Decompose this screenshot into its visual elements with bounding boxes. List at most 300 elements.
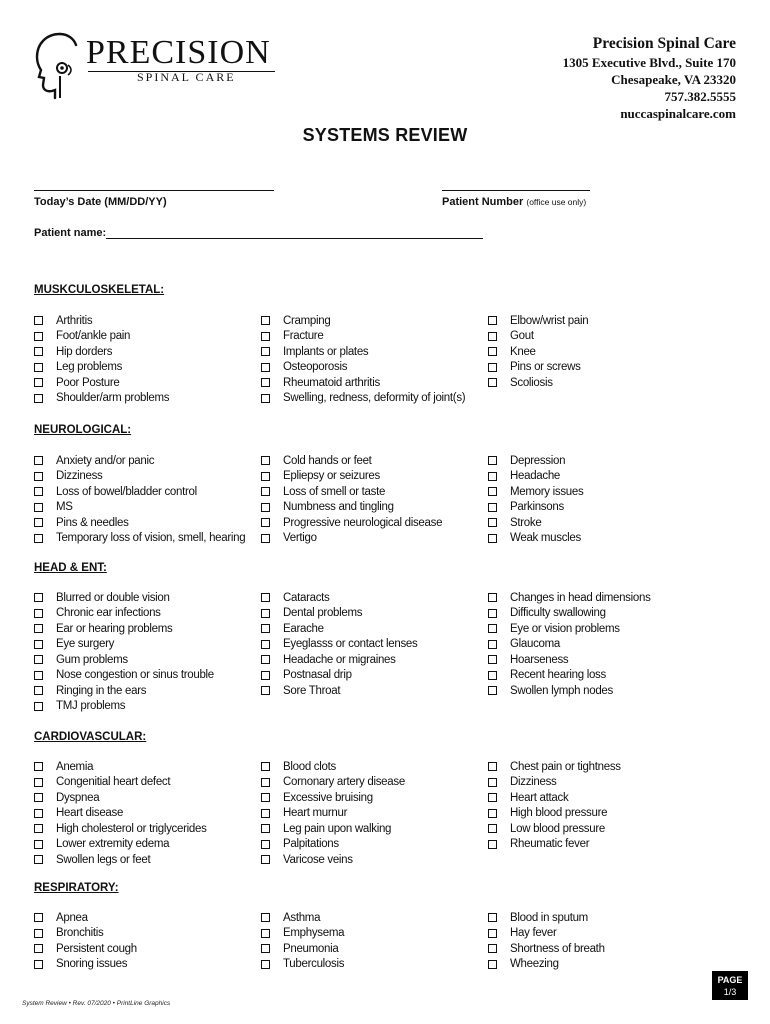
checklist-item-label: Postnasal drip xyxy=(283,669,352,682)
checkbox[interactable] xyxy=(488,503,497,512)
checklist-item[interactable] xyxy=(261,852,405,868)
checklist-item[interactable] xyxy=(261,957,344,973)
checkbox[interactable] xyxy=(34,332,43,341)
checklist-item[interactable] xyxy=(488,806,621,822)
checklist-column xyxy=(261,313,465,406)
checklist-item-label: Snoring issues xyxy=(56,958,128,971)
checklist-item-label: Knee xyxy=(510,345,536,358)
checkbox[interactable] xyxy=(488,671,497,680)
checklist-item[interactable] xyxy=(34,837,207,853)
checklist-item-label: Wheezing xyxy=(510,958,559,971)
checkbox[interactable] xyxy=(34,456,43,465)
logo-subtitle: SPINAL CARE xyxy=(137,70,236,84)
checkbox[interactable] xyxy=(34,472,43,481)
footer-note: System Review • Rev. 07/2020 • PrintLine Graphics xyxy=(22,1000,171,1007)
checklist-item-label: Depression xyxy=(510,454,566,467)
checklist-item-label: Loss of smell or taste xyxy=(283,485,386,498)
checklist-item-label: Gum problems xyxy=(56,653,128,666)
checkbox[interactable] xyxy=(261,518,270,527)
checkbox[interactable] xyxy=(488,347,497,356)
checklist-item[interactable] xyxy=(488,329,588,345)
checkbox[interactable] xyxy=(34,809,43,818)
checklist-item-label: Temporary loss of vision, smell, hearing xyxy=(56,532,246,545)
checklist-item-label: Lower extremity edema xyxy=(56,838,170,851)
checkbox[interactable] xyxy=(34,840,43,849)
checkbox[interactable] xyxy=(261,593,270,602)
checklist-item[interactable] xyxy=(261,806,405,822)
checklist-item[interactable] xyxy=(34,852,207,868)
checklist-item[interactable] xyxy=(34,344,169,360)
checklist-item-label: Emphysema xyxy=(283,927,345,940)
checklist-item[interactable] xyxy=(261,484,442,500)
checklist-item[interactable] xyxy=(261,375,465,391)
checklist-item[interactable] xyxy=(261,683,417,699)
checklist-item-label: Low blood pressure xyxy=(510,822,605,835)
checklist-item[interactable] xyxy=(34,606,214,622)
checklist-item-label: Pins or screws xyxy=(510,361,581,374)
checklist-item-label: Tuberculosis xyxy=(283,958,345,971)
checklist-item[interactable] xyxy=(488,837,621,853)
checklist-item[interactable] xyxy=(34,637,214,653)
checklist-item-label: Heart disease xyxy=(56,807,124,820)
checklist-item[interactable] xyxy=(34,790,207,806)
date-field[interactable] xyxy=(34,190,274,191)
checkbox[interactable] xyxy=(261,534,270,543)
checklist-item[interactable] xyxy=(488,957,605,973)
head-profile-icon xyxy=(30,30,90,102)
checkbox[interactable] xyxy=(34,762,43,771)
page-indicator xyxy=(712,971,748,1000)
checklist-column xyxy=(261,759,405,868)
checklist-item-label: Congenitial heart defect xyxy=(56,776,171,789)
checklist-item[interactable] xyxy=(34,652,214,668)
checklist-item-label: Dental problems xyxy=(283,607,363,620)
checkbox[interactable] xyxy=(488,640,497,649)
checkbox[interactable] xyxy=(488,332,497,341)
checkbox[interactable] xyxy=(261,378,270,387)
checklist-item[interactable] xyxy=(261,621,417,637)
checklist-item-label: Cold hands or feet xyxy=(283,454,372,467)
checkbox[interactable] xyxy=(488,534,497,543)
practice-logo xyxy=(30,30,290,102)
checklist-item-label: Hay fever xyxy=(510,927,557,940)
checkbox[interactable] xyxy=(261,793,270,802)
checklist-item-label: Fracture xyxy=(283,330,324,343)
checklist-item[interactable] xyxy=(261,344,465,360)
checklist-column xyxy=(261,453,442,546)
checklist-item-label: MS xyxy=(56,501,73,514)
checklist-item[interactable] xyxy=(34,375,169,391)
checkbox[interactable] xyxy=(261,824,270,833)
checkbox[interactable] xyxy=(261,655,270,664)
checklist-item-label: Heart attack xyxy=(510,791,569,804)
section-heading-head-ent: HEAD & ENT: xyxy=(34,562,107,574)
patient-number-label: Patient Number (office use only) xyxy=(442,196,587,208)
checkbox[interactable] xyxy=(261,840,270,849)
contact-block xyxy=(563,34,736,122)
checkbox[interactable] xyxy=(34,929,43,938)
checkbox[interactable] xyxy=(34,944,43,953)
checklist-item-label: Loss of bowel/bladder control xyxy=(56,485,197,498)
checklist-item-label: Dizziness xyxy=(56,470,103,483)
checkbox[interactable] xyxy=(488,593,497,602)
patient-name-field[interactable] xyxy=(106,238,483,239)
checklist-item[interactable] xyxy=(261,453,442,469)
checklist-column xyxy=(261,590,417,699)
page-title: SYSTEMS REVIEW xyxy=(302,125,468,145)
checklist-item[interactable] xyxy=(34,329,169,345)
checklist-item[interactable] xyxy=(488,606,651,622)
checkbox[interactable] xyxy=(261,487,270,496)
checklist-item[interactable] xyxy=(261,775,405,791)
checkbox[interactable] xyxy=(488,487,497,496)
checklist-item-label: Anemia xyxy=(56,760,94,773)
checklist-item-label: Persistent cough xyxy=(56,942,137,955)
checkbox[interactable] xyxy=(261,503,270,512)
checkbox[interactable] xyxy=(488,316,497,325)
phone-number: 757.382.5555 xyxy=(664,89,736,104)
checkbox[interactable] xyxy=(34,609,43,618)
checklist-item[interactable] xyxy=(488,453,583,469)
checklist-item[interactable] xyxy=(488,910,605,926)
checklist-item[interactable] xyxy=(488,668,651,684)
checklist-item-label: Rheumatic fever xyxy=(510,838,590,851)
checklist-item-label: Eye surgery xyxy=(56,638,115,651)
checkbox[interactable] xyxy=(488,913,497,922)
checklist-item[interactable] xyxy=(261,668,417,684)
checklist-item-label: Shortness of breath xyxy=(510,942,605,955)
checklist-item-label: Elbow/wrist pain xyxy=(510,314,589,327)
checklist-item[interactable] xyxy=(34,453,245,469)
checkbox[interactable] xyxy=(488,778,497,787)
checklist-item-label: Epliepsy or seizures xyxy=(283,470,380,483)
checklist-item[interactable] xyxy=(261,790,405,806)
checklist-item-label: Eye or vision problems xyxy=(510,622,620,635)
checklist-item[interactable] xyxy=(261,941,344,957)
checklist-item[interactable] xyxy=(261,652,417,668)
checklist-item-label: Asthma xyxy=(283,911,321,924)
checklist-column xyxy=(488,590,651,699)
section-heading-cardiovascular: CARDIOVASCULAR: xyxy=(34,731,147,743)
checkbox[interactable] xyxy=(261,944,270,953)
checkbox[interactable] xyxy=(488,609,497,618)
checkbox[interactable] xyxy=(34,518,43,527)
checklist-item-label: Numbness and tingling xyxy=(283,501,394,514)
checklist-item-label: Pins & needles xyxy=(56,516,129,529)
checkbox[interactable] xyxy=(34,778,43,787)
checklist-item-label: Shoulder/arm problems xyxy=(56,392,170,405)
checklist-item-label: Cornonary artery disease xyxy=(283,776,405,789)
checklist-item[interactable] xyxy=(261,391,465,407)
checkbox[interactable] xyxy=(34,534,43,543)
checklist-item-label: Dyspnea xyxy=(56,791,100,804)
checkbox[interactable] xyxy=(34,363,43,372)
checklist-item[interactable] xyxy=(488,637,651,653)
patient-name-label: Patient name: xyxy=(34,227,107,239)
checklist-item[interactable] xyxy=(34,590,214,606)
checkbox[interactable] xyxy=(34,655,43,664)
checklist-item[interactable] xyxy=(488,344,588,360)
checklist-item[interactable] xyxy=(261,910,344,926)
checklist-item-label: Anxiety and/or panic xyxy=(56,454,155,467)
checklist-item-label: Swelling, redness, deformity of joint(s) xyxy=(283,392,466,405)
checklist-item[interactable] xyxy=(488,531,583,547)
checklist-item[interactable] xyxy=(488,500,583,516)
checklist-item-label: Changes in head dimensions xyxy=(510,591,651,604)
checkbox[interactable] xyxy=(261,332,270,341)
checkbox[interactable] xyxy=(34,824,43,833)
checkbox[interactable] xyxy=(261,929,270,938)
checklist-item-label: Ear or hearing problems xyxy=(56,622,173,635)
checklist-item-label: Eyeglasss or contact lenses xyxy=(283,638,418,651)
checklist-item-label: Sore Throat xyxy=(283,684,341,697)
checklist-item[interactable] xyxy=(261,531,442,547)
checklist-item[interactable] xyxy=(34,775,207,791)
checkbox[interactable] xyxy=(488,655,497,664)
checklist-item[interactable] xyxy=(34,668,214,684)
checklist-item-label: Cramping xyxy=(283,314,331,327)
checkbox[interactable] xyxy=(34,960,43,969)
checklist-column xyxy=(261,910,344,972)
checklist-item-label: Osteoporosis xyxy=(283,361,348,374)
logo-wordmark: PRECISION xyxy=(86,34,271,71)
checklist-item[interactable] xyxy=(261,837,405,853)
checkbox[interactable] xyxy=(488,840,497,849)
checklist-item[interactable] xyxy=(261,500,442,516)
checklist-item-label: Swollen lymph nodes xyxy=(510,684,613,697)
checkbox[interactable] xyxy=(261,960,270,969)
patient-number-field[interactable] xyxy=(442,190,590,191)
checklist-column xyxy=(488,759,621,852)
checklist-item[interactable] xyxy=(34,360,169,376)
checkbox[interactable] xyxy=(488,472,497,481)
checklist-item-label: High cholesterol or triglycerides xyxy=(56,822,207,835)
checklist-item[interactable] xyxy=(488,590,651,606)
checkbox[interactable] xyxy=(261,640,270,649)
checkbox[interactable] xyxy=(488,793,497,802)
checklist-item[interactable] xyxy=(261,313,465,329)
checkbox[interactable] xyxy=(488,960,497,969)
checklist-item[interactable] xyxy=(488,313,588,329)
checklist-item-label: Leg problems xyxy=(56,361,123,374)
checklist-item-label: Recent hearing loss xyxy=(510,669,606,682)
checklist-item[interactable] xyxy=(34,484,245,500)
checklist-item[interactable] xyxy=(34,500,245,516)
checklist-item[interactable] xyxy=(261,926,344,942)
checklist-item-label: Scoliosis xyxy=(510,376,553,389)
checklist-item[interactable] xyxy=(34,515,245,531)
checkbox[interactable] xyxy=(34,855,43,864)
checkbox[interactable] xyxy=(488,762,497,771)
checklist-column xyxy=(488,453,583,546)
checkbox[interactable] xyxy=(261,394,270,403)
checklist-item[interactable] xyxy=(261,469,442,485)
checklist-item[interactable] xyxy=(261,606,417,622)
checklist-item-label: Difficulty swallowing xyxy=(510,607,606,620)
checklist-item-label: Heart murnur xyxy=(283,807,348,820)
checklist-item-label: High blood pressure xyxy=(510,807,608,820)
checkbox[interactable] xyxy=(488,929,497,938)
checklist-item-label: TMJ problems xyxy=(56,700,126,713)
checklist-item[interactable] xyxy=(488,926,605,942)
checkbox[interactable] xyxy=(34,671,43,680)
checkbox[interactable] xyxy=(488,686,497,695)
checklist-column xyxy=(488,910,605,972)
checklist-item[interactable] xyxy=(34,957,137,973)
patient-number-note: (office use only) xyxy=(526,197,587,207)
checklist-column xyxy=(488,313,588,391)
checkbox[interactable] xyxy=(261,363,270,372)
checkbox[interactable] xyxy=(488,456,497,465)
checklist-item[interactable] xyxy=(488,484,583,500)
checklist-item[interactable] xyxy=(34,391,169,407)
checklist-item[interactable] xyxy=(34,469,245,485)
checkbox[interactable] xyxy=(261,686,270,695)
checkbox[interactable] xyxy=(488,824,497,833)
section-heading-muskculoskeletal: MUSKCULOSKELETAL: xyxy=(34,284,165,296)
checklist-item[interactable] xyxy=(488,515,583,531)
checkbox[interactable] xyxy=(261,316,270,325)
checklist-item[interactable] xyxy=(488,790,621,806)
checklist-item[interactable] xyxy=(488,941,605,957)
checkbox[interactable] xyxy=(488,378,497,387)
checklist-item[interactable] xyxy=(488,652,651,668)
checklist-item[interactable] xyxy=(488,759,621,775)
website: nuccaspinalcare.com xyxy=(620,106,736,121)
checklist-item-label: Cataracts xyxy=(283,591,330,604)
checkbox[interactable] xyxy=(488,624,497,633)
checklist-item-label: Pneumonia xyxy=(283,942,339,955)
checkbox[interactable] xyxy=(34,702,43,711)
checklist-item-label: Apnea xyxy=(56,911,88,924)
checklist-item-label: Vertigo xyxy=(283,532,317,545)
checkbox[interactable] xyxy=(34,503,43,512)
address-line-2: Chesapeake, VA 23320 xyxy=(611,72,736,87)
checkbox[interactable] xyxy=(261,624,270,633)
page-number: 1/3 xyxy=(723,987,737,997)
checklist-item-label: Stroke xyxy=(510,516,542,529)
checkbox[interactable] xyxy=(34,378,43,387)
checklist-item-label: Hip dorders xyxy=(56,345,113,358)
checklist-item[interactable] xyxy=(488,821,621,837)
checklist-item[interactable] xyxy=(34,910,137,926)
checklist-item[interactable] xyxy=(488,360,588,376)
checklist-item[interactable] xyxy=(488,775,621,791)
checklist-item[interactable] xyxy=(34,806,207,822)
checklist-item-label: Headache or migraines xyxy=(283,653,396,666)
checklist-item[interactable] xyxy=(34,531,245,547)
checkbox[interactable] xyxy=(261,913,270,922)
checkbox[interactable] xyxy=(34,913,43,922)
checkbox[interactable] xyxy=(261,347,270,356)
checklist-item-label: Varicose veins xyxy=(283,853,353,866)
section-heading-respiratory: RESPIRATORY: xyxy=(34,882,119,894)
checklist-item[interactable] xyxy=(261,637,417,653)
checklist-item-label: Parkinsons xyxy=(510,501,564,514)
checkbox[interactable] xyxy=(261,609,270,618)
checklist-item[interactable] xyxy=(34,621,214,637)
checkbox[interactable] xyxy=(34,316,43,325)
checklist-item-label: Progressive neurological disease xyxy=(283,516,443,529)
checklist-item-label: Blood in sputum xyxy=(510,911,588,924)
checklist-column xyxy=(34,313,169,406)
checklist-item[interactable] xyxy=(261,515,442,531)
checklist-item[interactable] xyxy=(261,759,405,775)
checklist-item-label: Rheumatoid arthritis xyxy=(283,376,380,389)
checklist-item-label: Headache xyxy=(510,470,561,483)
checkbox[interactable] xyxy=(261,456,270,465)
checklist-item[interactable] xyxy=(34,683,214,699)
checklist-item-label: Palpitations xyxy=(283,838,339,851)
checkbox[interactable] xyxy=(488,518,497,527)
checklist-item[interactable] xyxy=(488,375,588,391)
section-heading-neurological: NEUROLOGICAL: xyxy=(34,424,132,436)
checklist-item-label: Memory issues xyxy=(510,485,584,498)
checklist-item-label: Chronic ear infections xyxy=(56,607,161,620)
checklist-item[interactable] xyxy=(261,821,405,837)
checklist-item-label: Leg pain upon walking xyxy=(283,822,392,835)
checkbox[interactable] xyxy=(34,487,43,496)
checklist-item[interactable] xyxy=(34,941,137,957)
address-line-1: 1305 Executive Blvd., Suite 170 xyxy=(562,55,736,70)
checkbox[interactable] xyxy=(34,347,43,356)
checklist-item[interactable] xyxy=(261,590,417,606)
checkbox[interactable] xyxy=(34,793,43,802)
checklist-item-label: Hoarseness xyxy=(510,653,569,666)
checklist-item-label: Excessive bruising xyxy=(283,791,373,804)
checklist-item[interactable] xyxy=(261,329,465,345)
checkbox[interactable] xyxy=(34,394,43,403)
checklist-item-label: Foot/ankle pain xyxy=(56,330,131,343)
checkbox[interactable] xyxy=(261,671,270,680)
checkbox[interactable] xyxy=(261,809,270,818)
checklist-item-label: Ringing in the ears xyxy=(56,684,147,697)
checklist-column xyxy=(34,759,207,868)
checkbox[interactable] xyxy=(34,593,43,602)
checklist-item-label: Arthritis xyxy=(56,314,93,327)
date-label: Today’s Date (MM/DD/YY) xyxy=(34,196,167,208)
checklist-item-label: Bronchitis xyxy=(56,927,104,940)
checkbox[interactable] xyxy=(488,809,497,818)
checklist-item[interactable] xyxy=(34,759,207,775)
checklist-item[interactable] xyxy=(34,699,214,715)
checklist-item[interactable] xyxy=(488,621,651,637)
checklist-column xyxy=(34,910,137,972)
checkbox[interactable] xyxy=(34,686,43,695)
checklist-item[interactable] xyxy=(34,821,207,837)
checklist-item-label: Dizziness xyxy=(510,776,557,789)
checkbox[interactable] xyxy=(261,778,270,787)
checklist-item-label: Gout xyxy=(510,330,534,343)
checkbox[interactable] xyxy=(488,944,497,953)
checkbox[interactable] xyxy=(34,624,43,633)
checklist-item[interactable] xyxy=(34,926,137,942)
checklist-item[interactable] xyxy=(488,469,583,485)
checkbox[interactable] xyxy=(261,855,270,864)
checkbox[interactable] xyxy=(261,472,270,481)
checklist-item[interactable] xyxy=(488,683,651,699)
checklist-item-label: Glaucoma xyxy=(510,638,561,651)
checklist-item[interactable] xyxy=(261,360,465,376)
checkbox[interactable] xyxy=(261,762,270,771)
checkbox[interactable] xyxy=(34,640,43,649)
practice-name: Precision Spinal Care xyxy=(592,35,736,52)
page-label: PAGE xyxy=(717,975,743,985)
checklist-item-label: Earache xyxy=(283,622,324,635)
checklist-item[interactable] xyxy=(34,313,169,329)
checkbox[interactable] xyxy=(488,363,497,372)
checklist-item-label: Blurred or double vision xyxy=(56,591,170,604)
